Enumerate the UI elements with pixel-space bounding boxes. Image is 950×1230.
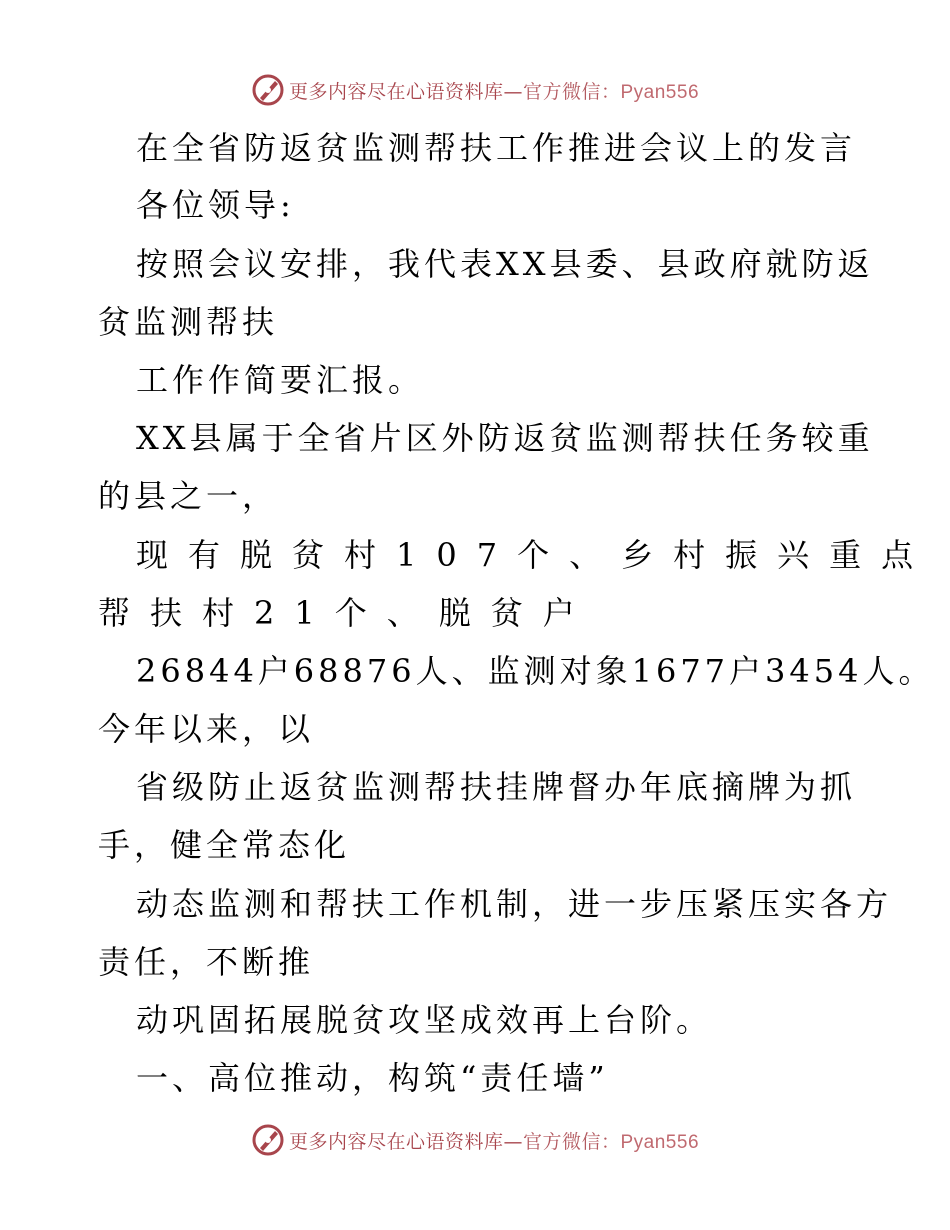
watermark-text: 更多内容尽在心语资料库—官方微信：Pyan556 <box>288 80 700 103</box>
paragraph-line: 动态监测和帮扶工作机制，进一步压紧压实各方 <box>136 885 893 923</box>
paragraph-line: 工作作简要汇报。 <box>136 361 425 399</box>
paragraph-line: 省级防止返贫监测帮扶挂牌督办年底摘牌为抓 <box>136 768 857 806</box>
paragraph-line: 手，健全常态化 <box>98 826 351 864</box>
paragraph-line: 帮扶村21个、脱贫户 <box>98 594 595 632</box>
header-watermark <box>0 70 950 110</box>
paragraph-line: 动巩固拓展脱贫攻坚成效再上台阶。 <box>136 1001 713 1039</box>
paragraph-line: 责任，不断推 <box>98 943 315 981</box>
watermark-text: 更多内容尽在心语资料库—官方微信：Pyan556 <box>288 1130 700 1153</box>
paragraph-line: 现有脱贫村107个、乡村振兴重点 <box>136 536 934 574</box>
salutation: 各位领导: <box>136 186 295 224</box>
pen-circle-logo-icon <box>251 1123 285 1157</box>
paragraph-line: 26844户68876人、监测对象1677户3454人。 <box>136 652 935 690</box>
section-heading: 一、高位推动，构筑“责任墙” <box>136 1059 609 1097</box>
pen-circle-logo-icon <box>251 73 285 107</box>
paragraph-line: XX县属于全省片区外防返贫监测帮扶任务较重 <box>136 419 874 457</box>
paragraph-line: 今年以来，以 <box>98 710 315 748</box>
paragraph-line: 按照会议安排，我代表XX县委、县政府就防返 <box>136 245 874 283</box>
paragraph-line: 贫监测帮扶 <box>98 303 279 341</box>
footer-watermark <box>0 1120 950 1160</box>
paragraph-line: 的县之一， <box>98 477 279 515</box>
document-title: 在全省防返贫监测帮扶工作推进会议上的发言 <box>136 129 857 167</box>
